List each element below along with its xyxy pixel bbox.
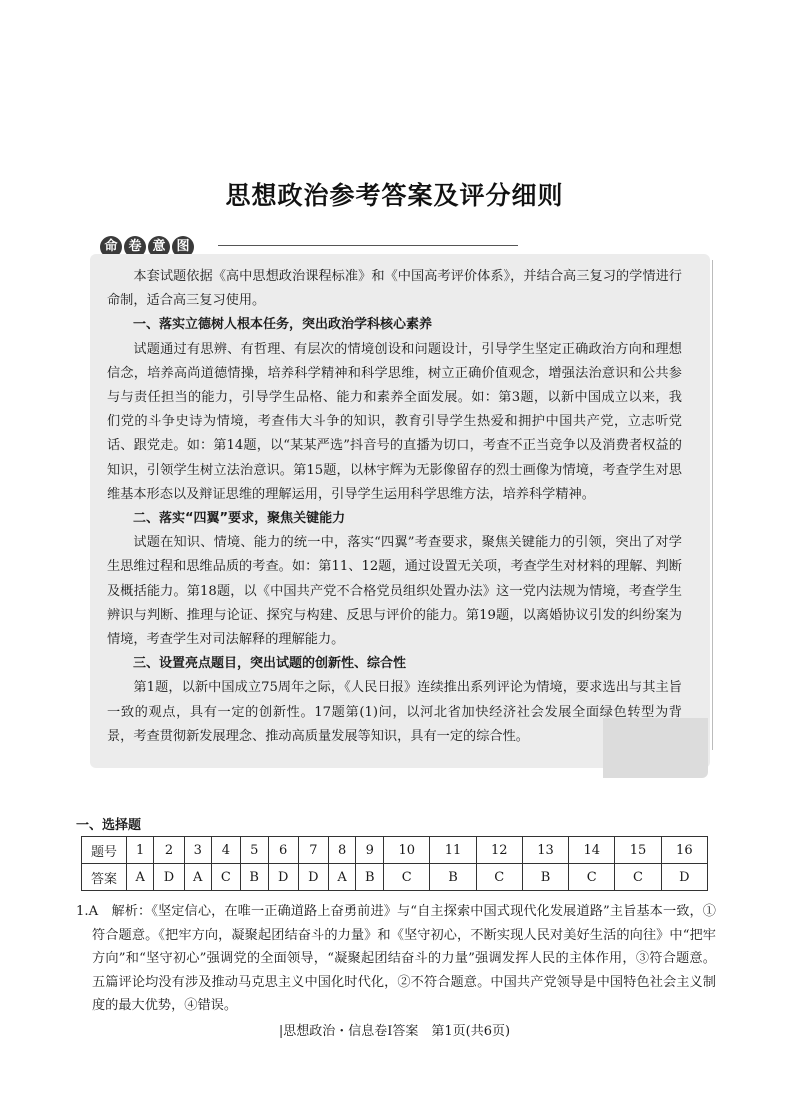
row-label-numbers: 题号 <box>82 837 127 864</box>
badge-char-4: 图 <box>172 236 194 258</box>
answer-cell: D <box>154 864 184 891</box>
intro-paragraph-2: 试题通过有思辨、有哲理、有层次的情境创设和问题设计，引导学生坚定正确政治方向和理想信念，培养高尚道德情操，培养科学精神和科学思维，树立正确价值观念，增强法治意识和公共参与与责任担当的能力，引导学生品格、能力和素养全面发展。如：第3题，以新中国成立以来，我们党的斗争史诗为情境，考查伟大斗争的知识，教育引导学生热爱和拥护中国共产党，立志听党话、跟党走。如：第14题，以“某某严选”抖音号的直播为切口，考查不正当竞争以及消费者权益的知识，引领学生树立法治意识。第15题，以林宇辉为无影像留存的烈士画像为情境，考查学生对思维基本形态以及辩证思维的理解运用，引导学生运用科学思维方法，培养科学精神。 <box>107 341 682 502</box>
badge-char-1: 命 <box>100 236 122 258</box>
page-title: 思想政治参考答案及评分细则 <box>225 181 564 210</box>
question-number: 15 <box>615 837 661 864</box>
answer-table <box>81 836 708 891</box>
explanation-block <box>76 900 716 1018</box>
answer-cell: B <box>522 864 568 891</box>
badge-char-2: 卷 <box>124 236 146 258</box>
answer-cell: C <box>476 864 522 891</box>
badge-divider <box>218 245 518 246</box>
intro-paragraph-3: 试题在知识、情境、能力的统一中，落实“四翼”考查要求，聚焦关键能力的引领，突出了对学生思维过程和思维品质的考查。如：第11、12题，通过设置无关项，考查学生对材料的理解、判断及概括能力。第18题，以《中国共产党不合格党员组织处置办法》这一党内法规为情境，考查学生辨识与判断、推理与论证、探究与构建、反思与评价的能力。第19题，以离婚协议引发的纠纷案为情境，考查学生对司法解释的理解能力。 <box>107 535 682 648</box>
page-footer: |思想政治・信息卷Ⅰ答案 第1页(共6页) <box>278 1024 511 1039</box>
question-number: 5 <box>240 837 268 864</box>
question-number: 10 <box>384 837 430 864</box>
question-number: 1 <box>127 837 154 864</box>
question-number: 9 <box>356 837 384 864</box>
answer-cell: C <box>211 864 240 891</box>
answer-cell: B <box>430 864 476 891</box>
intro-heading-3: 三、设置亮点题目，突出试题的创新性、综合性 <box>133 656 407 672</box>
question-number: 3 <box>184 837 211 864</box>
answer-cell: A <box>127 864 154 891</box>
question-number: 4 <box>211 837 240 864</box>
question-number: 6 <box>268 837 298 864</box>
answer-cell: A <box>328 864 355 891</box>
answer-cell: D <box>298 864 328 891</box>
question-number: 13 <box>522 837 568 864</box>
question-number: 14 <box>569 837 615 864</box>
intro-paragraph-1: 本套试题依据《高中思想政治课程标准》和《中国高考评价体系》，并结合高三复习的学情进行命制，适合高三复习使用。 <box>107 269 682 309</box>
intro-text <box>107 265 682 749</box>
question-number: 2 <box>154 837 184 864</box>
section-title: 一、选择题 <box>76 818 142 833</box>
explanation-paragraph: 1.A 解析：《坚定信心，在唯一正确道路上奋勇前进》与“自主探索中国式现代化发展道路”主旨基本一致，①符合题意。《把牢方向，凝聚起团结奋斗的力量》和《坚守初心，不断实现人民对美好生活的向往》中“把牢方向”和“坚守初心”强调党的全面领导，“凝聚起团结奋斗的力量”强调发挥人民的主体作用，③符合题意。五篇评论均没有涉及推动马克思主义中国化时代化，②不符合题意。中国共产党领导是中国特色社会主义制度的最大优势，④错误。 <box>76 904 716 1013</box>
question-number: 11 <box>430 837 476 864</box>
answer-cell: C <box>384 864 430 891</box>
answer-cell: D <box>661 864 707 891</box>
badge-char-3: 意 <box>148 236 170 258</box>
table-row-answers <box>82 864 708 891</box>
answer-cell: C <box>569 864 615 891</box>
answer-cell: D <box>268 864 298 891</box>
question-number: 8 <box>328 837 355 864</box>
question-number: 16 <box>661 837 707 864</box>
intro-paragraph-4: 第1题，以新中国成立75周年之际，《人民日报》连续推出系列评论为情境，要求选出与其主旨一致的观点，具有一定的创新性。17题第(1)问，以河北省加快经济社会发展全面绿色转型为背景，考查贯彻新发展理念、推动高质量发展等知识，具有一定的综合性。 <box>107 680 682 744</box>
intro-heading-2: 二、落实“四翼”要求，聚焦关键能力 <box>133 511 346 527</box>
answer-cell: A <box>184 864 211 891</box>
question-number: 12 <box>476 837 522 864</box>
answer-cell: C <box>615 864 661 891</box>
table-row-numbers <box>82 837 708 864</box>
answer-cell: B <box>240 864 268 891</box>
row-label-answers: 答案 <box>82 864 127 891</box>
answer-cell: B <box>356 864 384 891</box>
intro-heading-1: 一、落实立德树人根本任务，突出政治学科核心素养 <box>133 317 433 333</box>
question-number: 7 <box>298 837 328 864</box>
